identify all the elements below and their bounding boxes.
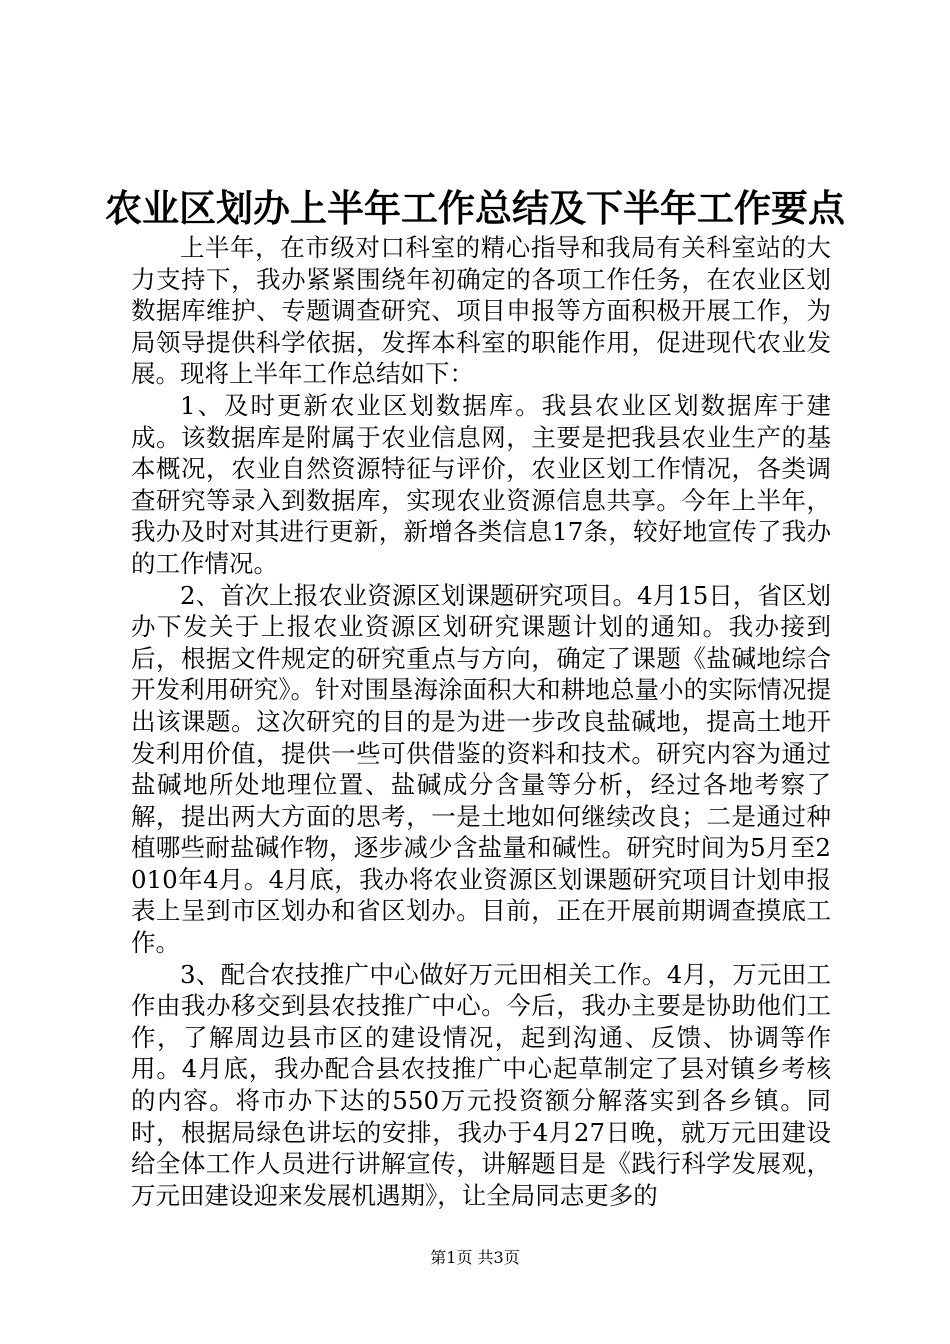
paragraph-item-2: 2、首次上报农业资源区划课题研究项目。4月15日，省区划办下发关于上报农业资源区划研究课题计划的通知。我办接到后，根据文件规定的研究重点与方向，确定了课题《盐碱地综合开发利用研究》。针对围垦海涂面积大和耕地总量小的实际情况提出该课题。这次研究的目的是为进一步改良盐碱地，提高土地开发利用价值，提供一些可供借鉴的资料和技术。研究内容为通过盐碱地所处地理位置、盐碱成分含量等分析，经过各地考察了解，提出两大方面的思考，一是土地如何继续改良；二是通过种植哪些耐盐碱作物，逐步减少含盐量和碱性。研究时间为5月至2010年4月。4月底，我办将农业资源区划课题研究项目计划申报表上呈到市区划办和省区划办。目前，正在开展前期调查摸底工作。 [131, 580, 831, 958]
document-title: 农业区划办上半年工作总结及下半年工作要点 [105, 186, 845, 230]
paragraph-item-1: 1、及时更新农业区划数据库。我县农业区划数据库于建成。该数据库是附属于农业信息网，主要是把我县农业生产的基本概况，农业自然资源特征与评价，农业区划工作情况，各类调查研究等录入到数据库，实现农业资源信息共享。今年上半年，我办及时对其进行更新，新增各类信息17条，较好地宣传了我办的工作情况。 [131, 390, 831, 578]
paragraph-intro: 上半年，在市级对口科室的精心指导和我局有关科室站的大力支持下，我办紧紧围绕年初确定的各项工作任务，在农业区划数据库维护、专题调查研究、项目申报等方面积极开展工作，为局领导提供科学依据，发挥本科室的职能作用，促进现代农业发展。现将上半年工作总结如下： [131, 233, 831, 389]
paragraph-item-3: 3、配合农技推广中心做好万元田相关工作。4月，万元田工作由我办移交到县农技推广中心。今后，我办主要是协助他们工作，了解周边县市区的建设情况，起到沟通、反馈、协调等作用。4月底，我办配合县农技推广中心起草制定了县对镇乡考核的内容。将市办下达的550万元投资额分解落实到各乡镇。同时，根据局绿色讲坛的安排，我办于4月27日晚，就万元田建设给全体工作人员进行讲解宣传，讲解题目是《践行科学发展观，万元田建设迎来发展机遇期》，让全局同志更多的 [131, 959, 831, 1210]
document-body [131, 232, 831, 1211]
page-footer: 第1页 共3页 [430, 1248, 520, 1267]
